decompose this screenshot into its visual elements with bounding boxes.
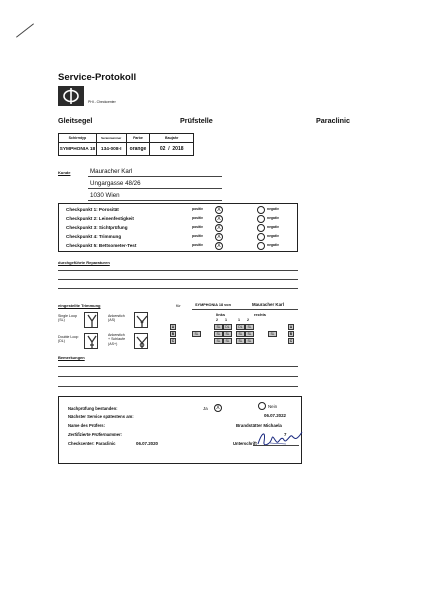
checkpoint-label: Checkpunkt 5: Bettsometer-Test xyxy=(66,243,137,248)
negative-circle[interactable] xyxy=(257,233,265,241)
trim-cell-right: DL xyxy=(236,324,245,330)
trimming-for-name: Mauracher Karl xyxy=(252,302,284,307)
next-service-value: 06.07.2022 xyxy=(264,413,286,418)
protocol-date: 06.07.2020 xyxy=(136,441,158,446)
anchor-hitch-loop-icon xyxy=(134,333,148,349)
pen-mark xyxy=(16,23,34,37)
positive-label: positiv xyxy=(192,243,203,247)
next-service-label: Nächster Service spätestens am: xyxy=(68,414,134,419)
trim-cell-right: SL xyxy=(245,338,254,344)
glider-color: orange xyxy=(126,143,150,156)
trim-row-letter-right: A xyxy=(289,325,293,329)
nein-circle[interactable] xyxy=(258,402,266,410)
negative-label: negativ xyxy=(267,243,279,247)
negative-circle[interactable] xyxy=(257,224,265,232)
trimming-for-label: für xyxy=(176,303,181,308)
negative-circle[interactable] xyxy=(257,215,265,223)
trim-cell-left: DL xyxy=(223,324,232,330)
header-right: Paraclinic xyxy=(316,116,350,125)
trim-row-letter-right: B xyxy=(289,332,293,336)
trim-cell-left: SL xyxy=(214,338,223,344)
trim-cell-left: SL xyxy=(214,324,223,330)
checkcenter-label: Checkcenter: Paraclinic xyxy=(68,441,116,446)
trim-row-letter-left: B xyxy=(171,332,175,336)
rechts-label: rechts xyxy=(254,312,267,317)
positive-checked-circle[interactable]: X xyxy=(215,242,223,250)
positive-checked-circle[interactable]: X xyxy=(215,233,223,241)
positive-label: positiv xyxy=(192,234,203,238)
checkpoint-label: Checkpunkt 4: Trimmung xyxy=(66,234,122,239)
col-header-serial: Seriennummer xyxy=(96,134,126,143)
checkpoint-label: Checkpunkt 3: Sichtprüfung xyxy=(66,225,128,230)
trim-side-left: SL xyxy=(192,331,201,337)
positive-checked-circle[interactable]: X xyxy=(215,215,223,223)
col-header-color: Farbe xyxy=(126,134,150,143)
glider-type: SYMPHONIA 18 xyxy=(59,143,97,156)
negative-label: negativ xyxy=(267,234,279,238)
positive-label: positiv xyxy=(192,207,203,211)
trim-cell-right: SL xyxy=(236,338,245,344)
year-month: 02 xyxy=(159,146,166,152)
trim-row-letter-right: C xyxy=(289,339,293,343)
double-loop-note: Ankerstich + Schlaufe (AS+) xyxy=(108,333,126,346)
trim-row-letter-left: A xyxy=(171,325,175,329)
trim-col-number: 1 xyxy=(238,318,240,322)
positive-label: positiv xyxy=(192,225,203,229)
trim-cell-left: SL xyxy=(214,331,223,337)
document-title: Service-Protokoll xyxy=(58,72,137,83)
nein-label: Nein xyxy=(268,404,278,409)
negative-circle[interactable] xyxy=(257,242,265,250)
signature-label: Unterschrift xyxy=(233,441,257,446)
single-loop-label: Single Loop (SL) xyxy=(58,314,77,323)
trim-cell-left: SL xyxy=(223,331,232,337)
header-middle: Prüfstelle xyxy=(180,116,213,125)
trimming-label: eingestellte Trimmung xyxy=(58,303,101,308)
inspector-label: Name des Prüfers: xyxy=(68,423,106,428)
customer-name: Mauracher Karl xyxy=(90,168,133,175)
col-header-type: Schirmtyp xyxy=(59,134,97,143)
trim-col-number: 1 xyxy=(225,318,227,322)
trim-cell-right: SL xyxy=(236,331,245,337)
year-separator: / xyxy=(168,146,170,152)
glider-year xyxy=(150,143,194,156)
checkpoint-label: Checkpunkt 2: Leinenfestigkeit xyxy=(66,216,134,221)
logo-caption: PHI - Checkcenter xyxy=(88,100,116,104)
negative-label: negativ xyxy=(267,207,279,211)
cert-label: Zertifizierte Prüfernummer: xyxy=(68,432,122,437)
year-value: 2018 xyxy=(172,146,184,152)
positive-checked-circle[interactable]: X xyxy=(215,224,223,232)
cert-value: 7 xyxy=(284,432,287,437)
trim-col-number: 2 xyxy=(247,318,249,322)
trim-cell-left: SL xyxy=(223,338,232,344)
checkpoint-label: Checkpunkt 1: Porosität xyxy=(66,207,119,212)
glider-serial: 134-008-I xyxy=(96,143,126,156)
retest-label: Nachprüfung bestanden: xyxy=(68,406,118,411)
trim-side-right: SL xyxy=(268,331,277,337)
positive-label: positiv xyxy=(192,216,203,220)
ja-checked-circle[interactable]: X xyxy=(214,404,222,412)
glider-table xyxy=(58,133,194,156)
single-loop-icon xyxy=(84,312,98,328)
remarks-label: Bemerkungen xyxy=(58,355,85,360)
links-label: links xyxy=(216,312,226,317)
positive-checked-circle[interactable]: X xyxy=(215,206,223,214)
trimming-for-value: SYMPHONIA 18 von xyxy=(195,303,231,307)
double-loop-label: Double Loop (DL) xyxy=(58,335,79,344)
customer-label: Kunde xyxy=(58,170,71,175)
trim-row-letter-left: C xyxy=(171,339,175,343)
trim-cell-right: SL xyxy=(245,324,254,330)
phi-logo-icon xyxy=(58,86,84,106)
inspector-value: Brandstätter Michaela xyxy=(236,423,282,428)
header-left: Gleitsegel xyxy=(58,116,93,125)
customer-city: 1030 Wien xyxy=(90,192,120,199)
customer-street: Ungargasse 48/26 xyxy=(90,180,141,187)
single-loop-note: Ankerstich (AS) xyxy=(108,314,125,323)
repairs-label: durchgeführte Reparaturen xyxy=(58,260,110,265)
negative-circle[interactable] xyxy=(257,206,265,214)
anchor-hitch-icon xyxy=(134,312,148,328)
col-header-year: Baujahr xyxy=(150,134,194,143)
ja-label: Ja xyxy=(203,406,208,411)
negative-label: negativ xyxy=(267,225,279,229)
trim-cell-right: SL xyxy=(245,331,254,337)
negative-label: negativ xyxy=(267,216,279,220)
signature-icon xyxy=(256,428,306,450)
double-loop-icon xyxy=(84,333,98,349)
trim-col-number: 2 xyxy=(216,318,218,322)
